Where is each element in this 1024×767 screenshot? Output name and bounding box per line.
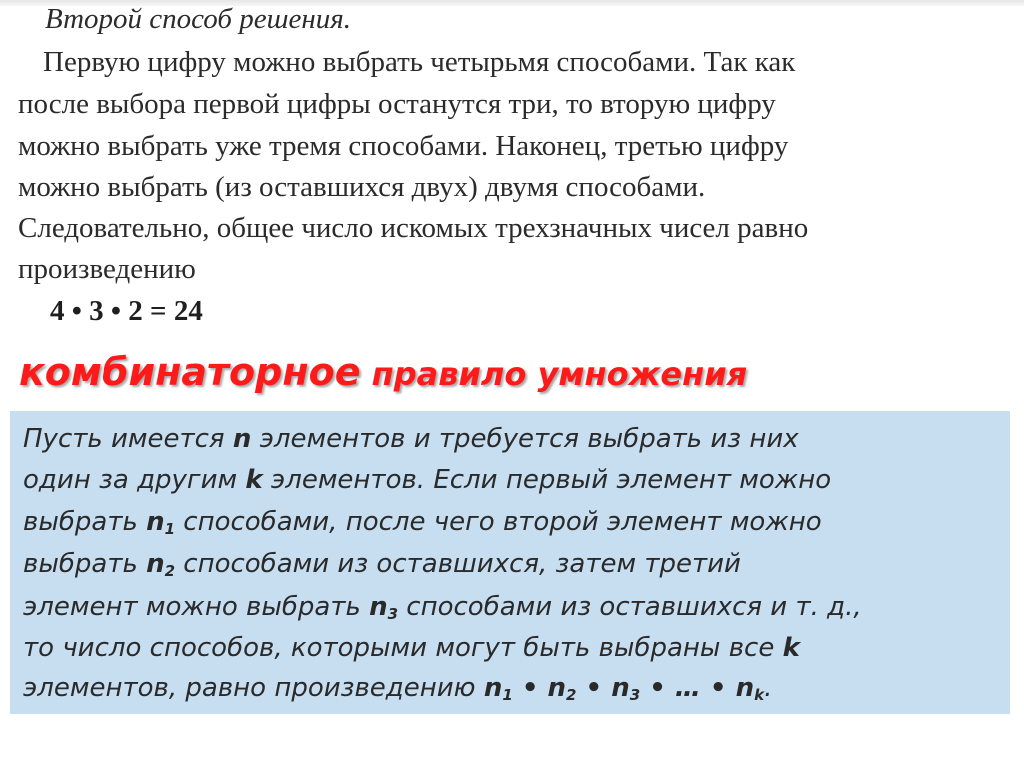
dot: • — [700, 673, 736, 703]
paragraph-line: Первую цифру можно выбрать четырьмя способами. Так как — [43, 46, 796, 78]
rule-line — [23, 462, 831, 498]
rule-line — [23, 630, 800, 666]
rule-line — [23, 670, 772, 713]
dot: • — [640, 673, 675, 703]
dot: • — [576, 673, 612, 703]
rule-text: выбрать — [23, 549, 147, 579]
rule-text: способами из оставшихся и т. д., — [398, 592, 862, 622]
dot: • — [512, 673, 548, 703]
paragraph-line: можно выбрать (из оставшихся двух) двумя способами. — [18, 171, 706, 203]
rule-line — [23, 504, 822, 547]
var-n: n — [611, 673, 630, 703]
paragraph-line: Следовательно, общее число искомых трехзначных чисел равно — [18, 212, 809, 244]
subscript: 1 — [164, 520, 176, 538]
paragraph-line: можно выбрать уже тремя способами. Наконец, третью цифру — [18, 130, 789, 162]
rule-heading-part2: правило умножения — [360, 355, 748, 393]
rule-text: один за другим — [23, 465, 246, 495]
rule-text: элемент можно выбрать — [23, 592, 370, 622]
var-n: n — [547, 673, 567, 703]
paragraph-line: после выбора первой цифры останутся три, то вторую цифру — [18, 88, 776, 120]
var-n: n — [146, 549, 165, 579]
rule-line — [23, 546, 741, 589]
rule-text: то число способов, которыми могут быть выбраны все — [23, 633, 783, 663]
rule-heading-part1: комбинаторное — [19, 350, 361, 394]
subscript: 2 — [164, 562, 176, 580]
var-k: k — [245, 465, 263, 495]
rule-heading — [19, 350, 747, 394]
solution-subtitle: Второй способ решения. — [45, 3, 351, 35]
rule-text: Пусть имеется — [23, 424, 233, 454]
var-n: n — [232, 424, 252, 454]
var-k: k — [782, 633, 800, 663]
subscript: 2 — [566, 686, 577, 704]
subscript: k — [754, 686, 765, 704]
period: . — [764, 673, 773, 703]
rule-text: элементов и требуется выбрать из них — [251, 424, 799, 454]
rule-text: элементов, равно произведению — [23, 673, 484, 703]
var-n: n — [146, 507, 165, 537]
paragraph-line: произведению — [18, 253, 196, 285]
product-formula: 4 • 3 • 2 = 24 — [50, 295, 203, 327]
rule-text: элементов. Если первый элемент можно — [262, 465, 832, 495]
var-n: n — [369, 592, 388, 622]
subscript: 3 — [629, 686, 641, 704]
rule-line — [23, 421, 799, 457]
subscript: 1 — [502, 686, 513, 704]
rule-text: способами из оставшихся, затем третий — [175, 549, 741, 579]
ellipsis: … — [674, 673, 701, 703]
rule-text: способами, после чего второй элемент можно — [175, 507, 822, 537]
rule-text: выбрать — [23, 507, 147, 537]
var-n: n — [483, 673, 503, 703]
rule-definition-box — [10, 411, 1010, 714]
rule-line — [23, 589, 862, 632]
var-n: n — [735, 673, 755, 703]
subscript: 3 — [387, 605, 399, 623]
